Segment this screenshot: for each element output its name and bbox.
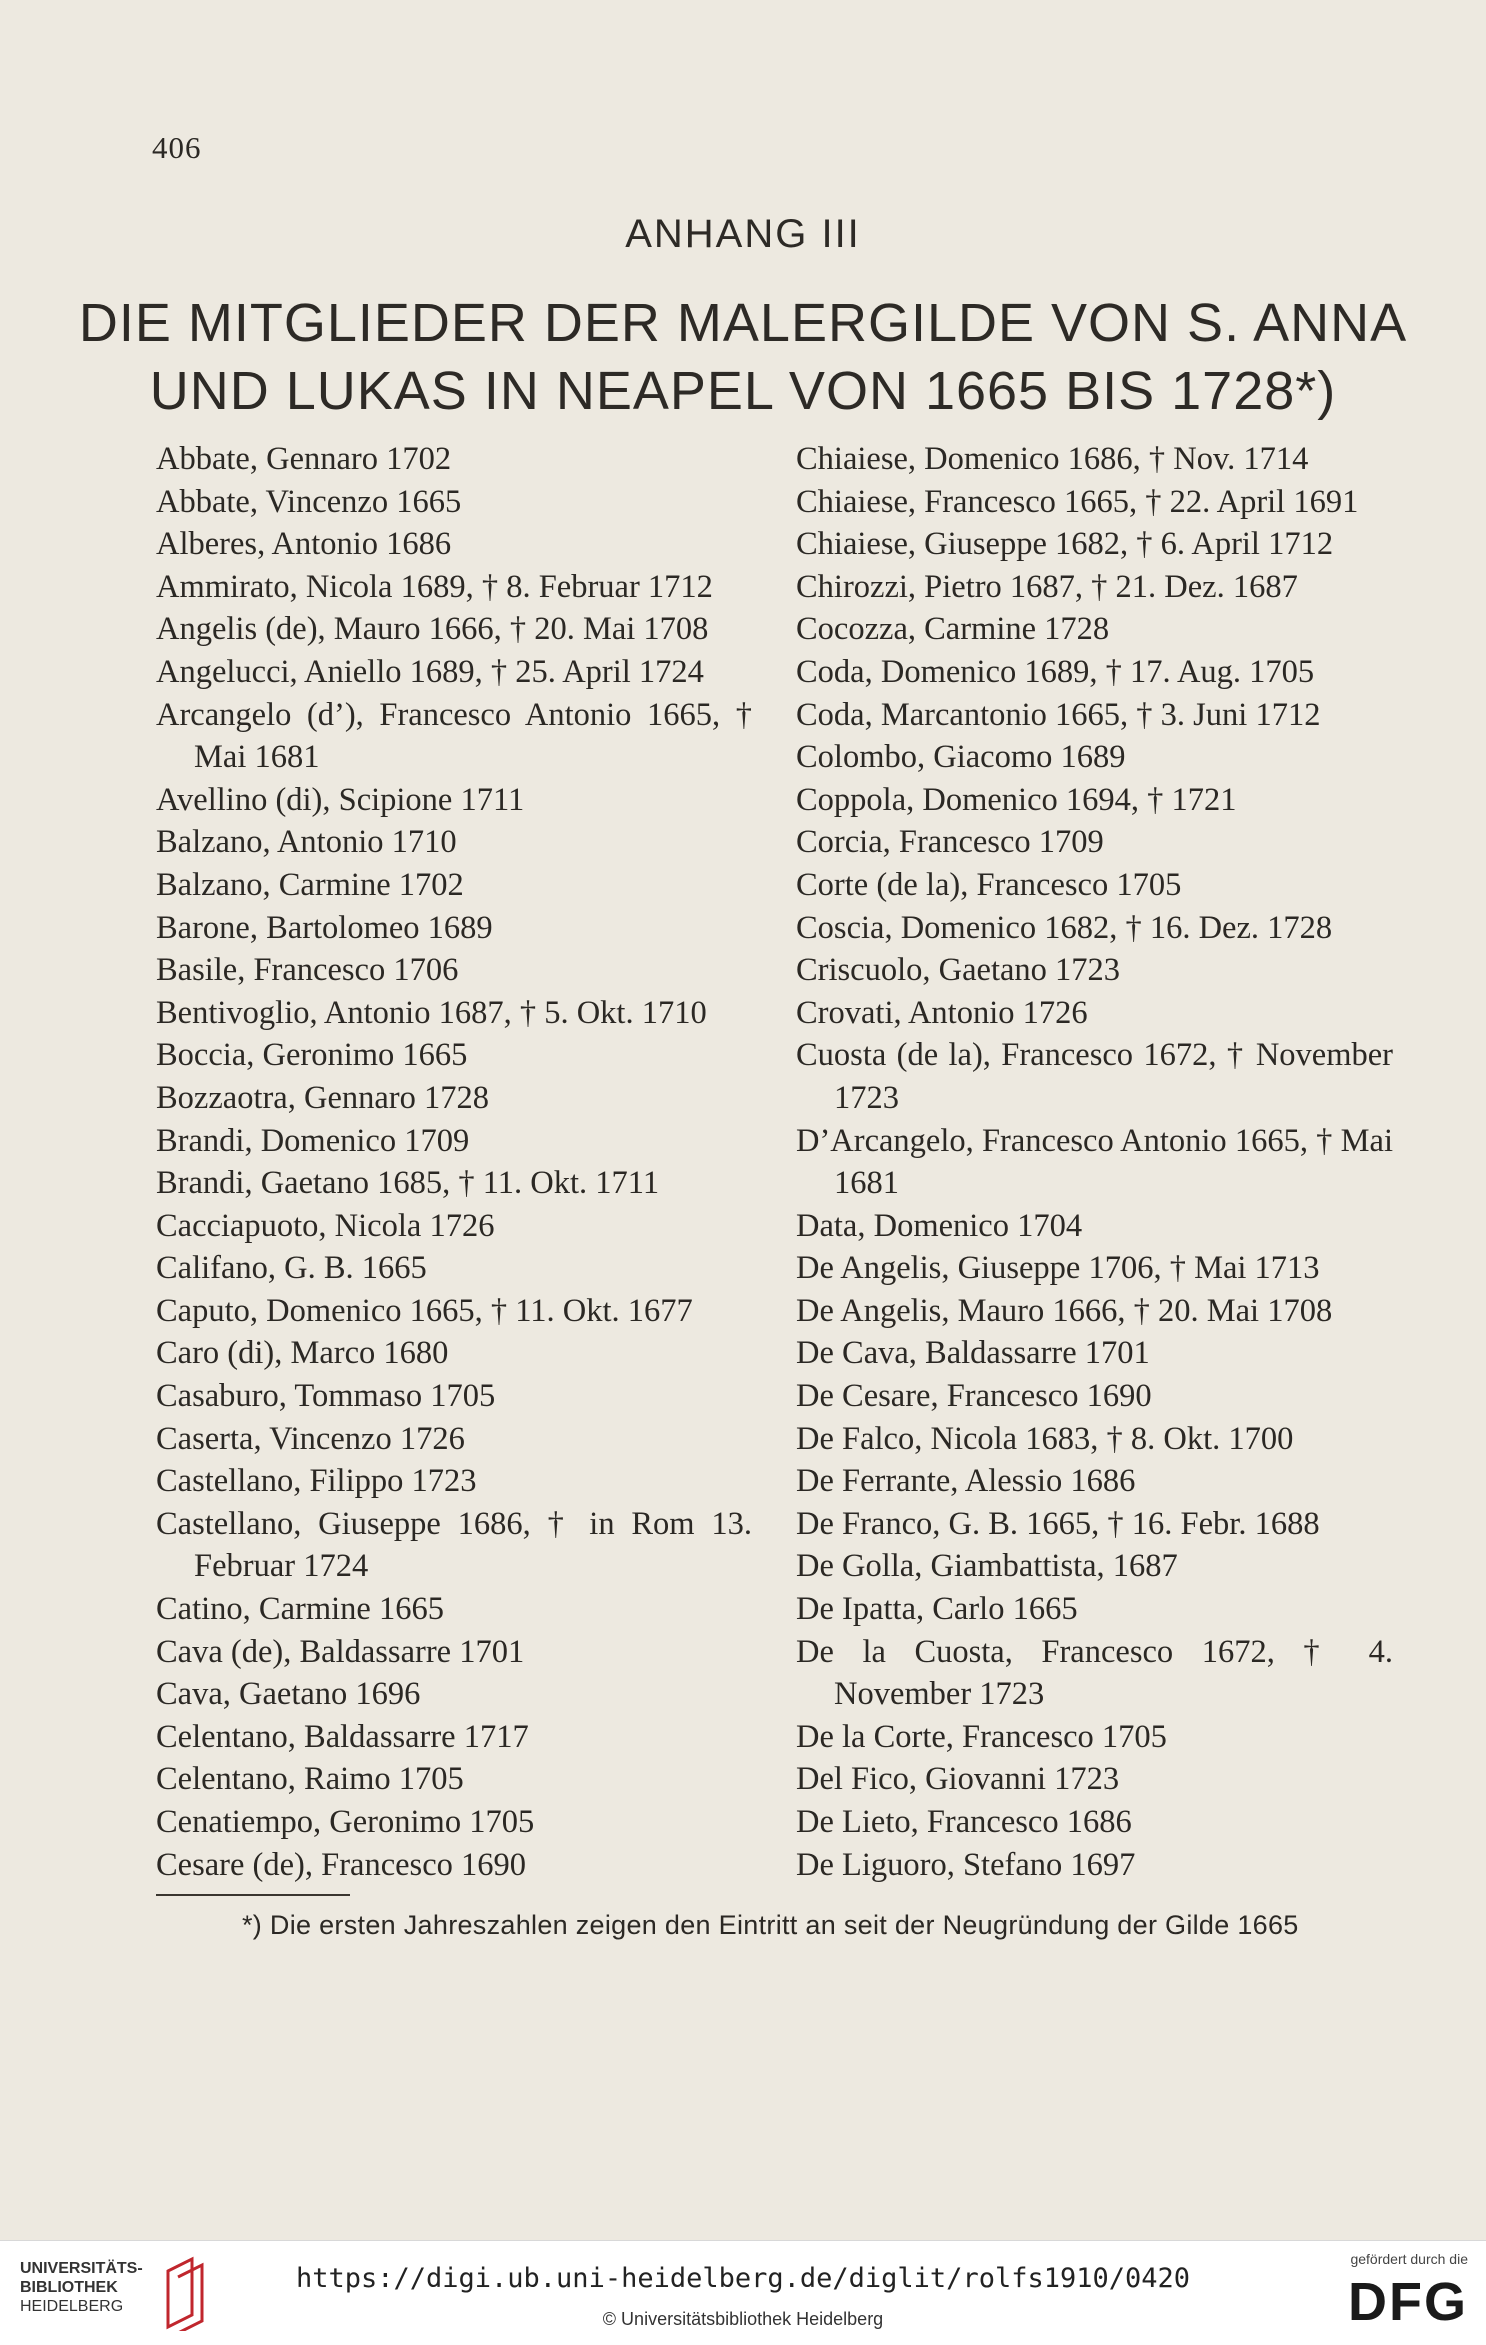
copyright-notice: © Universitätsbibliothek Heidelberg [602, 2309, 884, 2329]
dfg-logo: DFG [1348, 2272, 1468, 2332]
member-entry: D’Arcangelo, Francesco Antonio 1665, † Mai 1681 [796, 1122, 1393, 1202]
member-entry: Castellano, Filippo 1723 [156, 1463, 477, 1500]
member-entry: De Angelis, Giuseppe 1706, † Mai 1713 [796, 1250, 1320, 1287]
page-number: 406 [152, 130, 202, 165]
member-entry: Cava, Gaetano 1696 [156, 1676, 421, 1713]
footnote-divider [156, 1894, 350, 1896]
member-entry: Ammirato, Nicola 1689, † 8. Februar 1712 [156, 568, 713, 605]
library-logo-line-2: BIBLIOTHEK [20, 2279, 118, 2296]
member-entry: Celentano, Raimo 1705 [156, 1761, 464, 1798]
member-entry: Coppola, Domenico 1694, † 1721 [796, 781, 1237, 818]
member-entry: Alberes, Antonio 1686 [156, 526, 452, 563]
appendix-label: ANHANG III [625, 212, 861, 256]
member-entry: De Franco, G. B. 1665, † 16. Febr. 1688 [796, 1505, 1320, 1542]
member-entry: Brandi, Domenico 1709 [156, 1122, 470, 1159]
member-list-right-column [796, 438, 1393, 1886]
member-entry: Del Fico, Giovanni 1723 [796, 1761, 1120, 1798]
footer-banner [0, 2240, 1486, 2345]
member-entry: De Angelis, Mauro 1666, † 20. Mai 1708 [796, 1292, 1333, 1329]
member-entry: Castellano, Giuseppe 1686, † in Rom 13. Februar 1724 [156, 1505, 752, 1585]
member-entry: De Lieto, Francesco 1686 [796, 1804, 1132, 1840]
member-entry: Angelucci, Aniello 1689, † 25. April 1724 [156, 653, 704, 690]
member-entry: De Ipatta, Carlo 1665 [796, 1591, 1078, 1628]
member-entry: Chiaiese, Giuseppe 1682, † 6. April 1712 [796, 526, 1334, 563]
member-entry: Data, Domenico 1704 [796, 1207, 1083, 1244]
member-entry: Catino, Carmine 1665 [156, 1591, 444, 1628]
page-title-line-2: UND LUKAS IN NEAPEL VON 1665 BIS 1728*) [149, 361, 1337, 421]
member-entry: Chirozzi, Pietro 1687, † 21. Dez. 1687 [796, 568, 1298, 605]
member-entry: De Liguoro, Stefano 1697 [796, 1846, 1136, 1883]
member-entry: Barone, Bartolomeo 1689 [156, 909, 493, 946]
library-logo-line-1: UNIVERSITÄTS- [20, 2260, 143, 2277]
member-entry: Celentano, Baldassarre 1717 [156, 1718, 529, 1755]
member-entry: Coda, Marcantonio 1665, † 3. Juni 1712 [796, 696, 1321, 733]
member-entry: Colombo, Giacomo 1689 [796, 739, 1126, 776]
member-entry: Cesare (de), Francesco 1690 [156, 1846, 526, 1883]
member-entry: De la Cuosta, Francesco 1672, † 4. November 1723 [796, 1633, 1393, 1713]
member-entry: Angelis (de), Mauro 1666, † 20. Mai 1708 [156, 611, 709, 648]
member-entry: Balzano, Carmine 1702 [156, 866, 464, 903]
document-url-link[interactable]: https://digi.ub.uni-heidelberg.de/diglit/rolfs1910/0420 [295, 2263, 1191, 2294]
member-entry: Basile, Francesco 1706 [156, 952, 459, 989]
member-entry: Cocozza, Carmine 1728 [796, 611, 1110, 648]
member-entry: Abbate, Vincenzo 1665 [156, 483, 462, 520]
member-entry: De Golla, Giambattista, 1687 [796, 1548, 1178, 1585]
member-entry: Corte (de la), Francesco 1705 [796, 866, 1182, 903]
member-entry: Califano, G. B. 1665 [156, 1250, 427, 1287]
member-entry: Bozzaotra, Gennaro 1728 [156, 1079, 489, 1116]
member-entry: De Cesare, Francesco 1690 [796, 1378, 1152, 1415]
member-entry: Coda, Domenico 1689, † 17. Aug. 1705 [796, 653, 1315, 690]
member-entry: Boccia, Geronimo 1665 [156, 1037, 468, 1074]
member-entry: Coscia, Domenico 1682, † 16. Dez. 1728 [796, 909, 1333, 946]
member-entry: Balzano, Antonio 1710 [156, 824, 457, 861]
member-entry: Cenatiempo, Geronimo 1705 [156, 1804, 535, 1840]
member-entry: Crovati, Antonio 1726 [796, 994, 1088, 1031]
member-entry: De la Corte, Francesco 1705 [796, 1718, 1167, 1755]
member-entry: Arcangelo (d’), Francesco Antonio 1665, † Mai 1681 [156, 696, 752, 776]
member-entry: Chiaiese, Domenico 1686, † Nov. 1714 [796, 441, 1309, 477]
funder-caption: gefördert durch die [1350, 2251, 1468, 2267]
member-entry: Criscuolo, Gaetano 1723 [796, 952, 1121, 989]
member-entry: Cava (de), Baldassarre 1701 [156, 1633, 525, 1670]
member-entry: Caserta, Vincenzo 1726 [156, 1420, 465, 1457]
member-entry: De Cava, Baldassarre 1701 [796, 1335, 1150, 1372]
member-entry: Avellino (di), Scipione 1711 [156, 781, 525, 818]
library-logo-line-3: HEIDELBERG [20, 2298, 124, 2315]
member-entry: Chiaiese, Francesco 1665, † 22. April 1691 [796, 483, 1359, 520]
member-entry: Cuosta (de la), Francesco 1672, † November 1723 [796, 1037, 1393, 1116]
member-entry: Caro (di), Marco 1680 [156, 1335, 449, 1372]
member-entry: De Falco, Nicola 1683, † 8. Okt. 1700 [796, 1420, 1294, 1457]
member-list-left-column [156, 438, 752, 1886]
member-entry: Bentivoglio, Antonio 1687, † 5. Okt. 1710 [156, 994, 707, 1031]
funder-block[interactable] [1318, 2251, 1468, 2335]
member-entry: Cacciapuoto, Nicola 1726 [156, 1207, 495, 1244]
member-entry: De Ferrante, Alessio 1686 [796, 1463, 1136, 1500]
member-entry: Casaburo, Tommaso 1705 [156, 1378, 496, 1415]
footnote: *) Die ersten Jahreszahlen zeigen den Eintritt an seit der Neugründung der Gilde 1665 [242, 1910, 1299, 1940]
member-entry: Brandi, Gaetano 1685, † 11. Okt. 1711 [156, 1165, 660, 1202]
page-title-line-1: DIE MITGLIEDER DER MALERGILDE VON S. ANNA [78, 293, 1408, 353]
member-entry: Abbate, Gennaro 1702 [156, 441, 452, 477]
member-entry: Corcia, Francesco 1709 [796, 824, 1104, 861]
member-entry: Caputo, Domenico 1665, † 11. Okt. 1677 [156, 1292, 693, 1329]
